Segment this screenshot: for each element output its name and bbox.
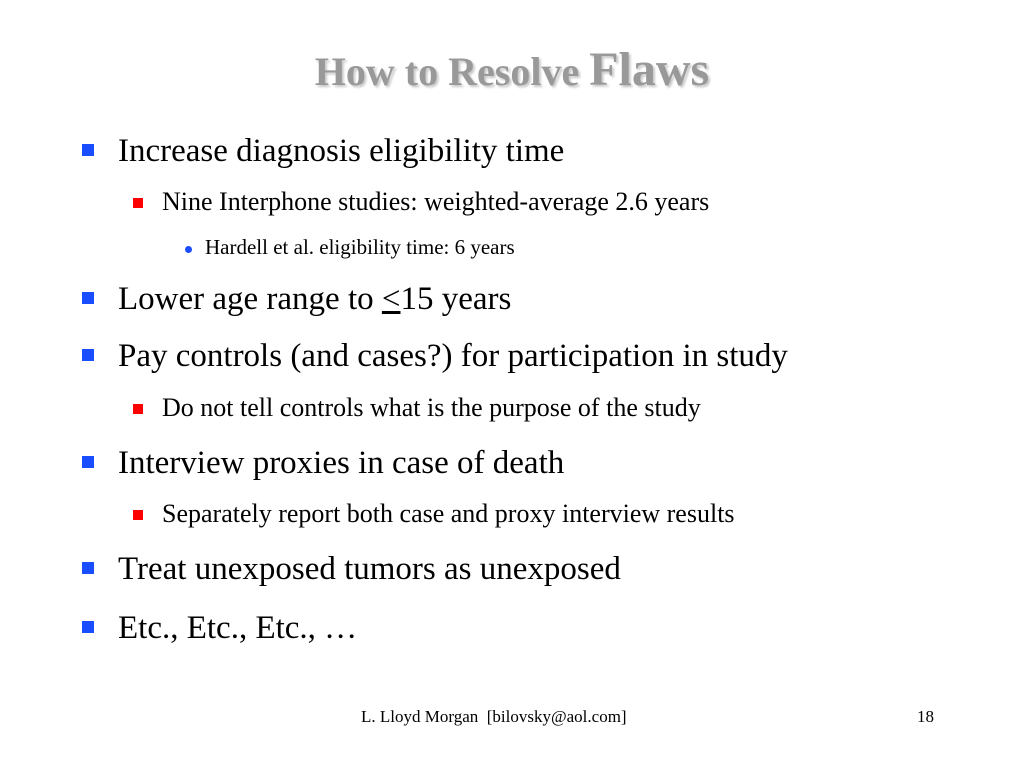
square-bullet-icon: [82, 456, 94, 468]
square-bullet-icon: [82, 292, 94, 304]
bullet-item-1: Increase diagnosis eligibility time: [118, 133, 565, 169]
sub-sub-bullet-item-1: Hardell et al. eligibility time: 6 years: [205, 235, 515, 259]
sub-bullet-item-3: Separately report both case and proxy interview results: [162, 499, 735, 528]
bullet-item-3: Pay controls (and cases?) for participation in study: [118, 338, 788, 374]
square-bullet-icon: [82, 562, 94, 574]
square-bullet-icon: [133, 404, 143, 414]
bullet-item-5: Treat unexposed tumors as unexposed: [118, 551, 621, 587]
square-bullet-icon: [82, 349, 94, 361]
bullet-item-2-start: Lower age range to: [118, 281, 382, 317]
slide-number: 18: [917, 707, 934, 726]
square-bullet-icon: [133, 510, 143, 520]
square-bullet-icon: [82, 621, 94, 633]
square-bullet-icon: [133, 198, 143, 208]
bullet-item-2: [118, 283, 511, 316]
footer-author: L. Lloyd Morgan [bilovsky@aol.com]: [361, 707, 627, 726]
bullet-item-4: Interview proxies in case of death: [118, 445, 565, 481]
title-part-2: Flaws: [589, 43, 710, 96]
sub-bullet-item-1: Nine Interphone studies: weighted-average 2.6 years: [162, 187, 710, 216]
title-part-1: How to Resolve: [314, 49, 590, 94]
bullet-item-2-end: 15 years: [400, 281, 512, 317]
square-bullet-icon: [82, 144, 94, 156]
less-equal-symbol: <: [381, 281, 401, 317]
sub-bullet-item-2: Do not tell controls what is the purpose of the study: [162, 393, 701, 422]
bullet-item-6: Etc., Etc., Etc., …: [118, 610, 358, 646]
slide-title: [0, 44, 1024, 97]
dot-bullet-icon: [185, 246, 192, 253]
